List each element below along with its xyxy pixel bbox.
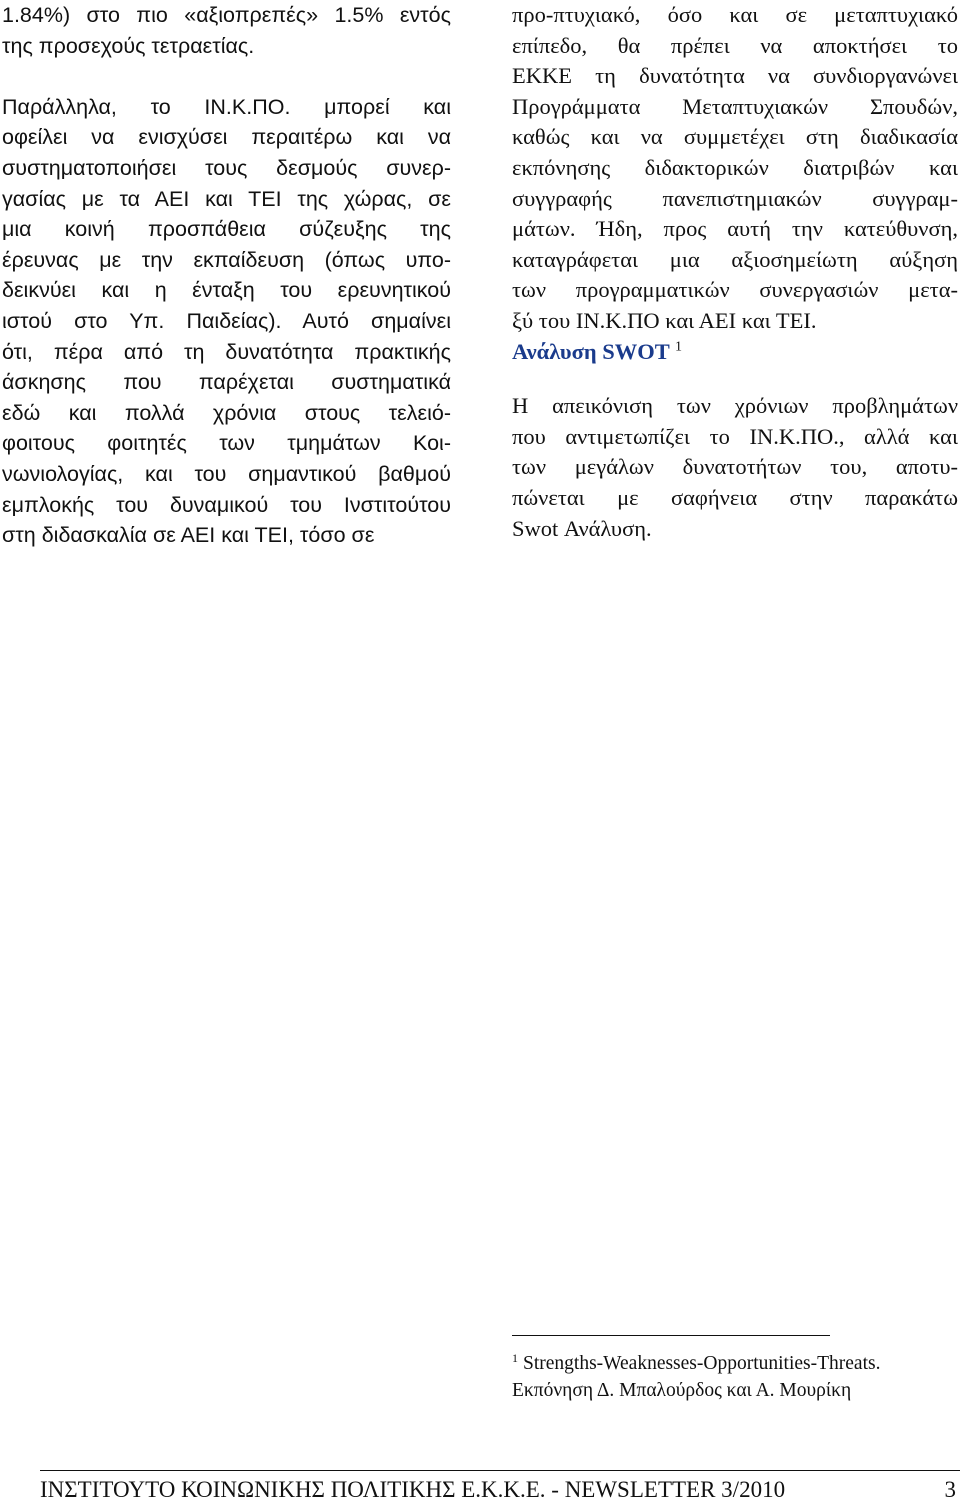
text-line: Η απεικόνιση των χρόνιων προβλημάτων bbox=[512, 393, 958, 419]
text-line: της προσεχούς τετραετίας. bbox=[2, 33, 255, 58]
text-line: επίπεδο, θα πρέπει να αποκτήσει το bbox=[512, 32, 958, 58]
text-line: Προγράμματα Μεταπτυχιακών Σπουδών, bbox=[512, 93, 958, 119]
text-line: συστηματοποιήσει τους δεσμούς συνερ- bbox=[2, 155, 451, 180]
footnote-line bbox=[512, 1350, 952, 1377]
page-number: 3 bbox=[944, 1477, 956, 1502]
text-line: καταγράφεται μια αξιοσημείωτη αύξηση bbox=[512, 246, 958, 272]
text-line: μάτων. Ήδη, προς αυτή την κατεύθυνση, bbox=[512, 216, 958, 242]
footnote-mark: 1 bbox=[512, 1350, 518, 1365]
text-line: 1.84%) στο πιο «αξιοπρεπές» 1.5% εντός bbox=[2, 3, 451, 27]
text-line: ιστού στο Υπ. Παιδείας). Αυτό σημαίνει bbox=[2, 308, 451, 333]
left-column bbox=[2, 0, 451, 551]
text-line: ξύ του ΙΝ.Κ.ΠΟ και ΑΕΙ και ΤΕΙ. bbox=[512, 307, 817, 333]
text-line: άσκησης που παρέχεται συστηματικά bbox=[2, 370, 451, 395]
text-line: που αντιμετωπίζει το ΙΝ.Κ.ΠΟ., αλλά και bbox=[512, 423, 958, 449]
page-footer bbox=[40, 1475, 960, 1505]
footer-text: ΙΝΣΤΙΤΟΥΤΟ ΚΟΙΝΩΝΙΚΗΣ ΠΟΛΙΤΙΚΗΣ Ε.Κ.Κ.Ε. - NEWSLETTER 3/2010 bbox=[40, 1477, 786, 1502]
text-line: οφείλει να ενισχύσει περαιτέρω και να bbox=[2, 125, 451, 150]
text-line: φοιτους φοιτητές των τμημάτων Κοι- bbox=[2, 431, 451, 456]
footer-divider bbox=[40, 1470, 960, 1471]
footnote-text: Strengths-Weaknesses-Opportunities-Threats. bbox=[523, 1353, 881, 1374]
footnote-line: Εκπόνηση Δ. Μπαλούρδος και Α. Μουρίκη bbox=[512, 1380, 852, 1401]
text-line: δεικνύει και η ένταξη του ερευνητικού bbox=[2, 278, 451, 303]
text-line: γασίας με τα ΑΕΙ και ΤΕΙ της χώρας, σε bbox=[2, 186, 451, 211]
text-line: έρευνας με την εκπαίδευση (όπως υπο- bbox=[2, 247, 451, 272]
section-heading-text: Ανάλυση SWOT bbox=[512, 338, 670, 364]
text-line: των προγραμματικών συνεργασιών μετα- bbox=[512, 277, 958, 303]
text-line: ΕΚΚΕ τη δυνατότητα να συνδιοργανώνει bbox=[512, 63, 958, 89]
text-line: στη διδασκαλία σε ΑΕΙ και ΤΕΙ, τόσο σε bbox=[2, 523, 375, 548]
footnote-reference: 1 bbox=[674, 339, 682, 355]
section-heading bbox=[512, 337, 958, 368]
text-line: εκπόνησης διδακτορικών διατριβών και bbox=[512, 154, 958, 180]
text-line: μια κοινή προσπάθεια σύζευξης της bbox=[2, 217, 451, 242]
footnote bbox=[512, 1350, 952, 1404]
text-line: νωνιολογίας, και του σημαντικού βαθμού bbox=[2, 461, 451, 486]
right-column bbox=[512, 0, 958, 544]
text-line: Swot Ανάλυση. bbox=[512, 515, 652, 541]
text-line: ότι, πέρα από τη δυνατότητα πρακτικής bbox=[2, 339, 451, 364]
text-line: Παράλληλα, το ΙΝ.Κ.ΠΟ. μπορεί και bbox=[2, 94, 451, 119]
text-line: καθώς και να συμμετέχει στη διαδικασία bbox=[512, 124, 958, 150]
text-line: προ-πτυχιακό, όσο και σε μεταπτυχιακό bbox=[512, 2, 958, 27]
footnote-divider bbox=[512, 1335, 830, 1336]
text-line: εδώ και πολλά χρόνια στους τελειό- bbox=[2, 400, 451, 425]
text-line: εμπλοκής του δυναμικού του Ινστιτούτου bbox=[2, 492, 451, 517]
text-line: πώνεται με σαφήνεια στην παρακάτω bbox=[512, 484, 958, 510]
text-line: των μεγάλων δυνατοτήτων του, αποτυ- bbox=[512, 454, 958, 480]
text-line: συγγραφής πανεπιστημιακών συγγραμ- bbox=[512, 185, 958, 211]
